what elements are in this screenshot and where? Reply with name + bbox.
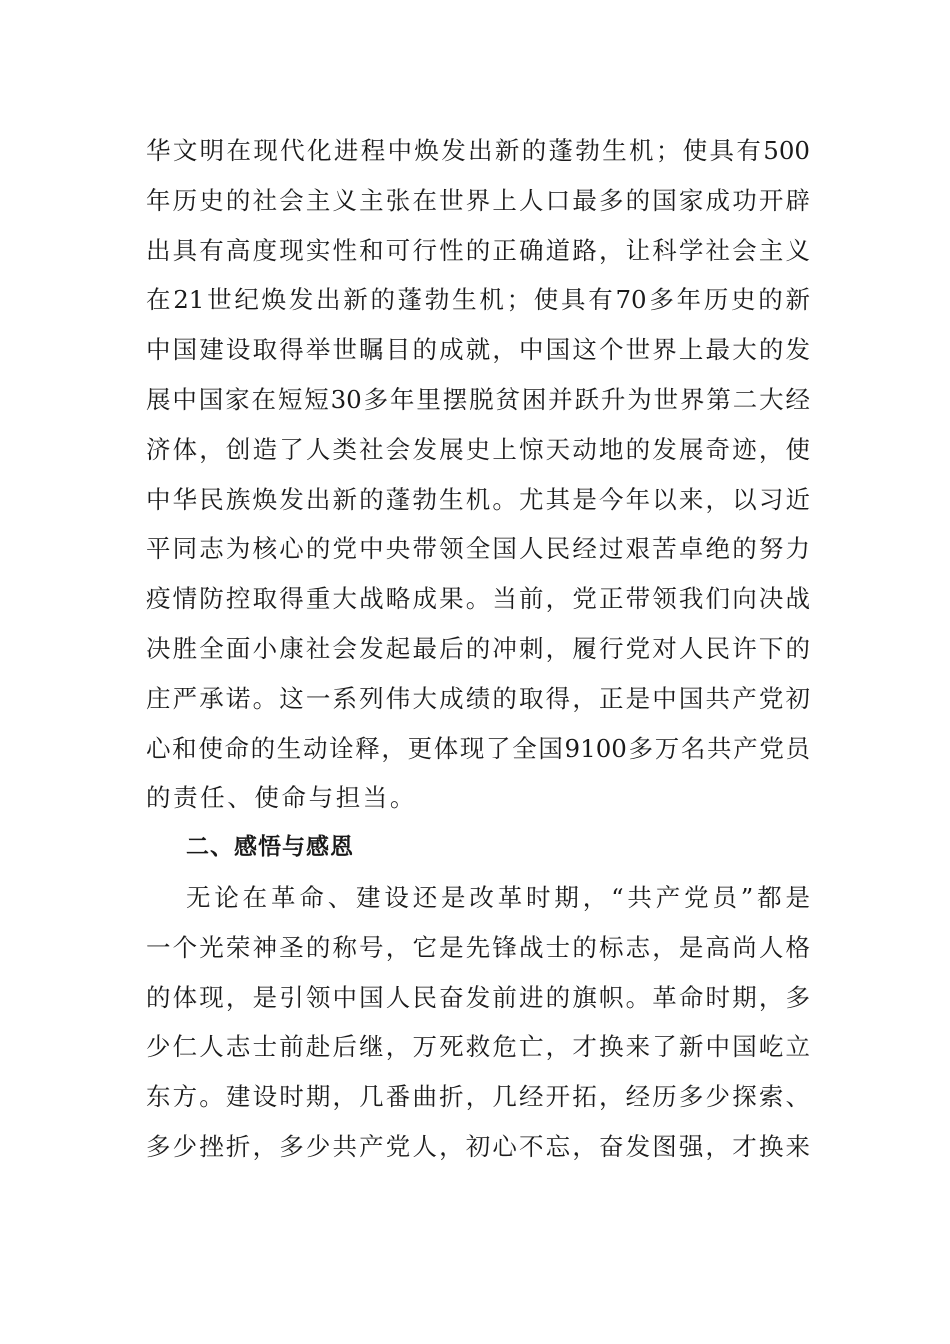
paragraph-2-line: 的体现，是引领中国人民奋发前进的旗帜。革命时期，多 xyxy=(146,982,810,1012)
section-heading: 二、感悟与感恩 xyxy=(186,834,354,861)
paragraph-1-line: 中国建设取得举世瞩目的成就，中国这个世界上最大的发 xyxy=(146,335,810,365)
paragraph-1-line: 华文明在现代化进程中焕发出新的蓬勃生机；使具有500 xyxy=(146,136,810,165)
paragraph-1-line: 庄严承诺。这一系列伟大成绩的取得，正是中国共产党初 xyxy=(146,683,810,713)
paragraph-1-line: 年历史的社会主义主张在世界上人口最多的国家成功开辟 xyxy=(146,185,810,215)
paragraph-2-line: 东方。建设时期，几番曲折，几经开拓，经历多少探索、 xyxy=(146,1082,810,1112)
paragraph-1-line: 疫情防控取得重大战略成果。当前，党正带领我们向决战 xyxy=(146,584,810,614)
paragraph-1-line: 平同志为核心的党中央带领全国人民经过艰苦卓绝的努力 xyxy=(146,534,810,564)
paragraph-1 xyxy=(146,126,810,823)
paragraph-1-line: 济体，创造了人类社会发展史上惊天动地的发展奇迹，使 xyxy=(146,434,810,464)
paragraph-1-line: 中华民族焕发出新的蓬勃生机。尤其是今年以来，以习近 xyxy=(146,484,810,514)
paragraph-2-line: 少仁人志士前赴后继，万死救危亡，才换来了新中国屹立 xyxy=(146,1032,810,1062)
paragraph-1-line: 在21世纪焕发出新的蓬勃生机；使具有70多年历史的新 xyxy=(146,285,810,315)
paragraph-2-line: 一个光荣神圣的称号，它是先锋战士的标志，是高尚人格 xyxy=(146,932,810,962)
paragraph-1-line: 的责任、使命与担当。 xyxy=(146,783,417,813)
paragraph-2-line: 无论在革命、建设还是改革时期，“共产党员”都是 xyxy=(186,882,810,912)
paragraph-1-line: 心和使命的生动诠释，更体现了全国9100多万名共产党员 xyxy=(146,733,810,763)
paragraph-1-line: 决胜全面小康社会发起最后的冲刺，履行党对人民许下的 xyxy=(146,633,810,663)
document-body xyxy=(146,126,810,1172)
paragraph-1-line: 展中国家在短短30多年里摆脱贫困并跃升为世界第二大经 xyxy=(146,384,810,414)
paragraph-1-line: 出具有高度现实性和可行性的正确道路，让科学社会主义 xyxy=(146,235,810,265)
paragraph-2-line: 多少挫折，多少共产党人，初心不忘，奋发图强，才换来 xyxy=(146,1131,810,1161)
paragraph-2 xyxy=(146,873,810,1172)
